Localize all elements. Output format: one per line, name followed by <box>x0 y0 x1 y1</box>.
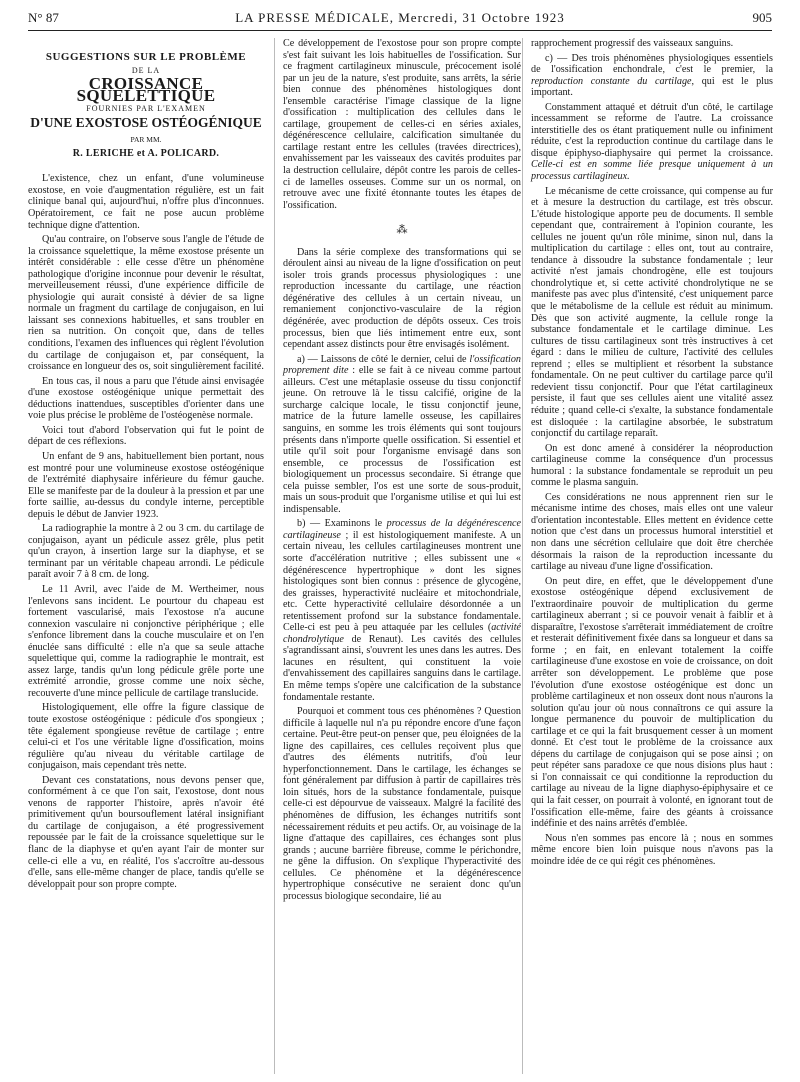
issue-number: N° 87 <box>28 10 59 25</box>
paragraph <box>283 518 521 703</box>
paragraph: Le mécanisme de cette croissance, qui compense au fur et à mesure la destruction du cartilage, est très obscur. L'étude histologique apporte peu de documents. Il semble cependant que, contrairement à l'opinion courante, les cellules ne jouent qu'un rôle minime, sinon nul, dans la multiplication du cartilage : elles ont, tout au contraire, tendance à dissoudre la substance fondamentale ; leur activité n'est jamais chondrogène, elle est toujours chondrolytique et, si cette activité chondrolytique ne se manifeste pas avec plus d'intensité, c'est uniquement parce que le métabolisme de la cellule est réduit au minimum. Dès que son activité augmente, la cellule ronge la substance fondamentale et le cartilage diminue. Les cultures de tissu cartilagineux sont très instructives à cet égard : dans le milieu de culture, l'activité des cellules reprend ; elles se multiplient et résorbent la substance fondamentale. On ne peut cultiver du cartilage parce qu'il redevient tissu conjonctif. Pour que l'état cartilagineux persiste, il faut que ses cellules aient une vitalité assez réduite ; quand celle-ci s'exalte, la substance fondamentale est disloquée : la cartilagine absorbée, le substratum conjonctif du cartilage reparaît. <box>531 185 773 440</box>
title-line-3: CROISSANCE SQUELETTIQUE <box>76 74 216 105</box>
emphasis: reproduction constante du cartilage <box>531 75 692 87</box>
paragraph: Le 11 Avril, avec l'aide de M. Wertheimer, nous l'enlevons sans incident. Le pourtour du chapeau est fortement vascularisé, mais l'exostose n'a aucune connexion vasculaire ni conjonctive périphérique ; elle s'enfonce librement dans la couche musculaire et on l'en énuclée sans difficulté : elle n'a que sa seule attache squelettique qui, comme la radiographie le montrait, est assez large, tandis qu'un long pédicule grêle porte une extrémité arrondie, grosse comme une noix sèche, recouverte d'une mince pellicule de cartilage translucide. <box>28 583 264 699</box>
text-run: c) — Des trois phénomènes physiologiques essentiels de l'ossification enchondrale, c'est le premier, la <box>531 52 773 76</box>
authors: R. LERICHE et A. POLICARD. <box>72 147 220 159</box>
paragraph <box>531 53 773 99</box>
column-3 <box>522 38 773 1074</box>
paragraph: Pourquoi et comment tous ces phénomènes ? Question difficile à laquelle nul n'a pu répondre encore d'une façon certaine. Peut-être peut-on penser que, peu éloignées de la ligne des capillaires, ces cellules reçoivent plus que d'autres des éléments nutritifs, d'où leur hyperfonctionnement. Dans le cartilage, les échanges se font généralement par diffusion à partir de capillaires très loin situés, hors de la substance fondamentale, puisque celle-ci est dépourvue de vaisseaux. Malgré la facilité des phénomènes de diffusion, les échanges nutritifs sont nécessairement réduits et peu actifs. Or, au voisinage de la ligne d'attaque des capillaires, ces échanges sont plus grands ; aucune barrière fibreuse, comme le périchondre, ne gêne la diffusion. On s'explique l'hyperactivité des cellules. Ce phénomène et la dégénérescence hypertrophique consécutive ne seraient donc qu'un processus biologique secondaire, lié au <box>283 706 521 902</box>
emphasis: Celle-ci est en somme liée presque uniquement à un processus cartilagineux. <box>531 159 773 183</box>
paragraph: En tous cas, il nous a paru que l'étude ainsi envisagée d'une exostose ostéogénique unique permettait des déductions inattendues, susceptibles d'orienter dans une voie plus précise le problème de l'ostéogenèse normale. <box>28 375 264 422</box>
paragraph <box>283 354 521 516</box>
paragraph: Nous n'en sommes pas encore là ; nous en sommes même encore bien loin puisque nous n'avons pas la moindre idée de ce qui régit ces phénomènes. <box>531 832 773 867</box>
paragraph: Qu'au contraire, on l'observe sous l'angle de l'étude de la croissance squelettique, la même exostose présente un intérêt considérable : elle cesse d'être un phénomène pathologique d'origine inconnue pour devenir le résultat, merveilleusement réussi, d'une expérience difficile de physiologie qui aurait consisté à dévier de sa ligne normale un fragment du cartilage de conjugaison, en lui laissant ses connexions habituelles, et sans troubler en rien sa nutrition. On conçoit que, dans de telles conditions, l'examen des influences qui règlent l'évolution du cartilage de conjugaison et, par conséquent, la croissance en longueur des os, soit singulièrement facilité. <box>28 234 264 373</box>
paragraph: Un enfant de 9 ans, habituellement bien portant, nous est montré pour une volumineuse exostose ostéogénique de l'extrémité diaphysaire inférieure du fémur gauche. Elle se manifeste par de la douleur à la pression et par une forte saillie, au-dessus du condyle interne, perceptible depuis le début de Janvier 1923. <box>28 450 264 520</box>
paragraph: On peut dire, en effet, que le développement d'une exostose ostéogénique dépend exclusivement de l'extraordinaire pouvoir de multiplication du germe cartilagineux aberrant ; si ce pouvoir venait à faiblir et à disparaître, l'exostose s'arrêterait immédiatement de croître et resterait définitivement fixée dans sa longueur et dans sa forme ; en fait, en enlevant totalement la coiffe cartilagineuse d'une exostose en voie de croissance, on doit arrêter son développement. Le problème que pose l'évolution d'une exostose ostéogénique est donc un problème cartilagineux et non osseux dont nous n'aurons la solution qu'au jour où nous connaîtrons ce qui assure la longue permanence du pouvoir de multiplication du cartilage et ce qui la fait brusquement cesser à un moment donné. Et c'est tout le problème de la croissance aux dépens du cartilage de conjugaison qui se pose ainsi ; on peut répéter sans paradoxe ce que nous disions plus haut : si l'on connaissait ce qui conditionne la reproduction du cartilage au niveau de la ligne diaphyso-épiphysaire et ce qui la fait cesser, on pourrait à volonté, en ignorant tout de l'ossification elle-même, faire des géants à croissance indéfinie et des nains arrêtés d'emblée. <box>531 575 773 830</box>
column-1 <box>28 38 264 1074</box>
emphasis: activité chondrolytique <box>283 622 521 645</box>
text-run: ; il est histologiquement manifeste. A un certain niveau, les cellules cartilagineuses montrent une sorte d'accélération nutritive ; elles subissent une « dégénérescence hypertrophique » dont les signes histologiques sont bien connus : présence de glycogène, des graisses, hyperactivité nucléaire et mitochondriale, etc. Cette hyperactivité cellulaire désordonnée a un retentissement profond sur la substance fondamentale. Celle-ci est peu à peu attaquée par les cellules ( <box>283 529 521 634</box>
text-run: Constamment attaqué et détruit d'un côté, le cartilage incessamment se reforme de l'autre. La croissance interstitielle des os étant pratiquement nulle ou infiniment réduite, c'est la reproduction continue du cartilage dans le disque épiphyso-diaphysaire qui permet la croissance. <box>531 101 773 159</box>
paragraph: Voici tout d'abord l'observation qui fut le point de départ de ces réflexions. <box>28 424 264 448</box>
text-run: a) — Laissons de côté le dernier, celui de <box>297 353 470 365</box>
text-run: : elle se fait à ce niveau comme partout ailleurs. C'est une métaplasie osseuse du tissu conjonctif jeune. On retrouve là le tissu calcifié, origine de la surcharge calcique locale, le tissu conjonctif jeune, matrice de la future lamelle osseuse, les capillaires sanguins, en somme les trois éléments qui sont toujours présents dans n'importe quelle ossification. Si essentiel et utile qu'il soit pour l'organisme envisagé dans son ensemble, ce processus de l'ossification est biologiquement un processus secondaire. Si étrange que cela puisse sembler, l'os est une sorte de sous-produit, mais un sous-produit que l'organisme utilise et qui lui est indispensable. <box>283 365 521 515</box>
text-run: , qui est le plus important. <box>531 75 773 99</box>
emphasis: l'ossification proprement dite <box>283 353 521 377</box>
header-rule <box>28 30 772 31</box>
paragraph: Ces considérations ne nous apprennent rien sur le mécanisme intime des choses, mais elles ont une valeur d'orientation incontestable. Elles mettent en évidence cette notion que c'est dans un processus humoral interstitiel et non dans une sécrétion cellulaire que doit être cherchée désormais la raison de la reproduction incessante du cartilage au niveau d'une ligne d'ossification. <box>531 491 773 573</box>
title-line-1: SUGGESTIONS SUR LE PROBLÈME <box>45 51 247 63</box>
paragraph: Devant ces constatations, nous devons penser que, conformément à ce que l'on sait, l'exostose, dont nous venons de rapporter l'histoire, après n'avoir été primitivement qu'un boursouflement latéral insignifiant du cartilage de conjugaison, a été progressivement repoussée par le fait de la croissance squelettique sur le flanc de la diaphyse et qu'en ayant l'air de monter sur celle-ci elle a vu, en réalité, l'os s'accroître au-dessous d'elle, sans elle-même changer de place, tandis qu'elle se développait pour son propre compte. <box>28 774 264 890</box>
title-line-2: DE LA <box>131 65 161 75</box>
column-2 <box>274 38 521 1074</box>
section-stars: ⁂ <box>396 224 408 237</box>
page-header <box>28 8 772 30</box>
paragraph: rapprochement progressif des vaisseaux sanguins. <box>531 38 734 49</box>
paragraph <box>531 102 773 183</box>
paragraph: La radiographie la montre à 2 ou 3 cm. du cartilage de conjugaison, ayant un pédicule assez grêle, plus petit qu'un crayon, à insertion large sur la diaphyse, et se terminant par un véritable chapeau arrondi. Le pédicule paraît avoir 7 à 8 cm. de long. <box>28 523 264 581</box>
text-run: de Renaut). Les cavités des cellules s'agrandissant ainsi, s'ouvrent les unes dans les autres. Des lacunes en résultent, qui constituent la voie d'envahissement des capillaires sanguins dans le cartilage. En même temps s'opère une calcification de la substance fondamentale restante. <box>283 633 521 703</box>
paragraph: Ce développement de l'exostose pour son propre compte s'est fait suivant les lois habituelles de l'ossification. Sur ce fragment cartilagineux minuscule, précocement isolé par un jeu de la nature, s'est produite, sans arrêts, la série bien connue des phénomènes histologiques dont l'ensemble caractérise l'image classique de la ligne d'ossification : multiplication des cellules dans le cartilage, groupement de celles-ci en séries axiales, dégénérescence cellulaire, calcification simultanée du cartilage restant entre les cellules (travées directrices), envahissement par les vaisseaux des cavités produites par la destruction cellulaire, dépôt contre les parois de celles-ci de lamelles osseuses. Comme sur un os normal, on retrouve avec une fixité étonnante toutes les étapes de l'ossification. <box>283 38 521 211</box>
page-number: 905 <box>752 10 772 25</box>
paragraph: Dans la série complexe des transformations qui se déroulent ainsi au niveau de la ligne d'ossification on peut isoler trois grands processus physiologiques : une reproduction incessante du cartilage, une réaction dégénérative des cellules à un certain niveau, un remaniement conjonctivo-vasculaire de la région dégénérée, avec production de dépôts osseux. Ces trois processus, bien que liés intimement entre eux, sont cependant assez distincts pour être envisagés isolément. <box>283 246 521 351</box>
emphasis: processus de la dégénérescence cartilagineuse <box>283 518 521 541</box>
article-title-block <box>28 52 264 159</box>
paragraph: L'existence, chez un enfant, d'une volumineuse exostose, en voie d'augmentation régulière, est un fait clinique banal qui, aujourd'hui, n'offre plus d'inconnues. Opératoirement, ce fait ne pose aucun problème technique digne d'attention. <box>28 173 264 231</box>
title-line-5: D'UNE EXOSTOSE OSTÉOGÉNIQUE <box>30 114 262 130</box>
journal-title: LA PRESSE MÉDICALE, Mercredi, 31 Octobre 1923 <box>235 10 565 25</box>
article-body <box>28 38 772 1074</box>
paragraph: On est donc amené à considérer la néoproduction cartilagineuse comme la conséquence d'un processus humoral : la substance fondamentale se reproduit un peu comme le plasma sanguin. <box>531 442 773 489</box>
byline-par: PAR MM. <box>130 135 162 145</box>
paragraph: Histologiquement, elle offre la figure classique de toute exostose ostéogénique : pédicule d'os spongieux ; tête également spongieuse revêtue de cartilage ; entre celui-ci et l'os une véritable ligne d'ossification, moins régulière qu'au niveau du véritable cartilage de conjugaison, mais cependant très nette. <box>28 702 264 772</box>
title-line-4: FOURNIES PAR L'EXAMEN <box>86 104 206 114</box>
text-run: b) — Examinons le <box>297 518 387 530</box>
